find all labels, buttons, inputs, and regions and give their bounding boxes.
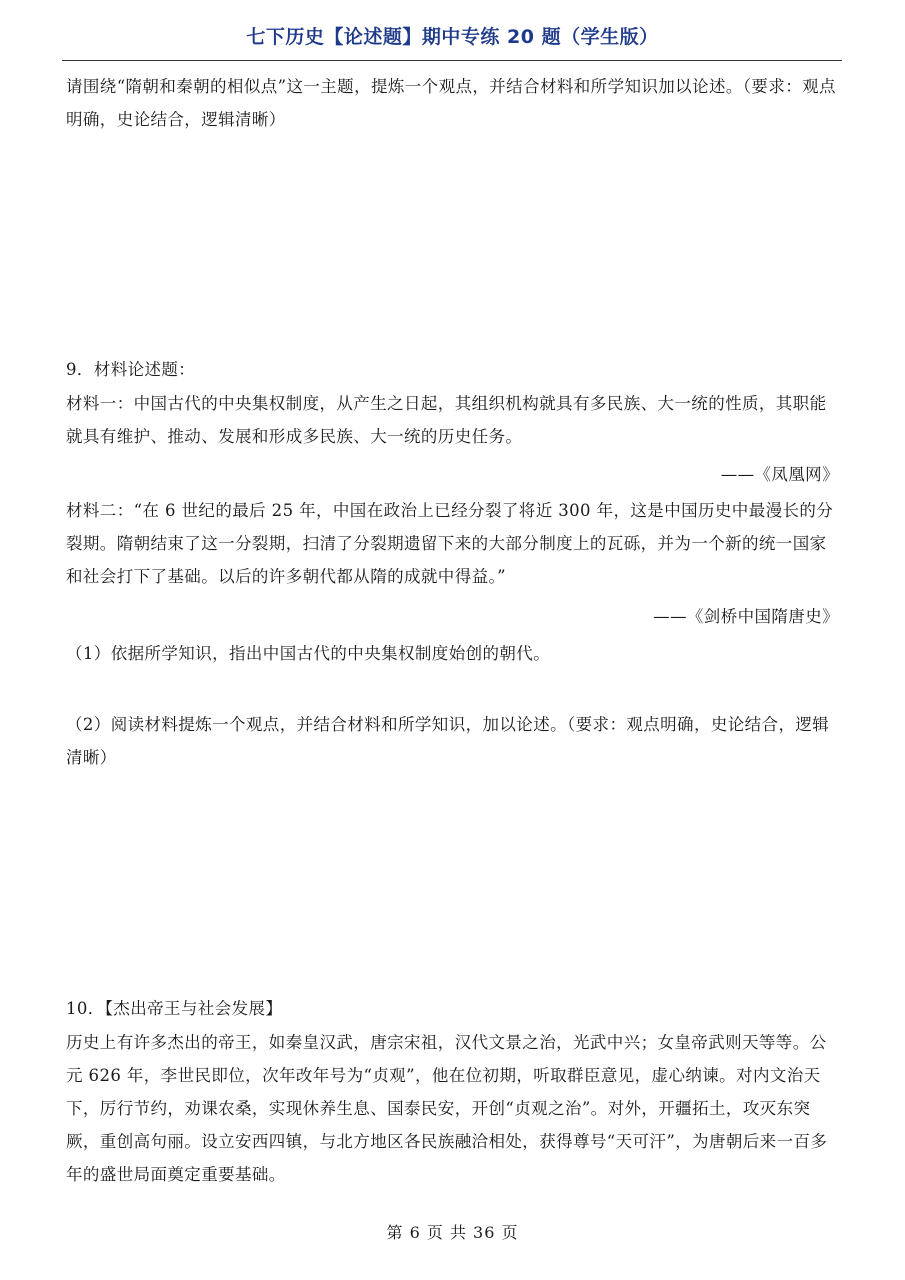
question-9-sub-1: （1）依据所学知识，指出中国古代的中央集权制度始创的朝代。 bbox=[66, 644, 551, 663]
question-8-prompt: 请围绕“隋朝和秦朝的相似点”这一主题，提炼一个观点，并结合材料和所学知识加以论述。（要求：观点明确，史论结合，逻辑清晰） bbox=[66, 77, 836, 129]
question-9-material-2: 材料二：“在 6 世纪的最后 25 年，中国在政治上已经分裂了将近 300 年，这是中国历史中最漫长的分裂期。隋朝结束了这一分裂期，扫清了分裂期遗留下来的大部分制度上的瓦砾，并为一个新的统一国家和社会打下了基础。以后的许多朝代都从隋的成就中得益。” bbox=[66, 501, 834, 586]
question-9-material-1: 材料一：中国古代的中央集权制度，从产生之日起，其组织机构就具有多民族、大一统的性质，其职能就具有维护、推动、发展和形成多民族、大一统的历史任务。 bbox=[66, 394, 827, 446]
question-10-heading: 10．【杰出帝王与社会发展】 bbox=[66, 999, 283, 1018]
page-number: 第 6 页 共 36 页 bbox=[386, 1223, 519, 1242]
question-9-heading: 9．材料论述题： bbox=[66, 360, 196, 379]
header-divider bbox=[62, 60, 842, 61]
question-9-sub-2: （2）阅读材料提炼一个观点，并结合材料和所学知识，加以论述。（要求：观点明确，史论结合，逻辑清晰） bbox=[66, 715, 830, 767]
page-header-title: 七下历史【论述题】期中专练 20 题（学生版） bbox=[246, 26, 659, 48]
question-9-source-2: ——《剑桥中国隋唐史》 bbox=[653, 607, 839, 626]
question-9-source-1: ——《凤凰网》 bbox=[720, 465, 839, 484]
question-10-body: 历史上有许多杰出的帝王，如秦皇汉武，唐宗宋祖，汉代文景之治，光武中兴；女皇帝武则天等等。公元 626 年，李世民即位，次年改年号为“贞观”，他在位初期，听取群臣意见，虚心纳谏。对内文治天下，厉行节约，劝课农桑，实现休养生息、国泰民安，开创“贞观之治”。对外，开疆拓土，攻灭东突厥，重创高句丽。设立安西四镇，与北方地区各民族融洽相处，获得尊号“天可汗”，为唐朝后来一百多年的盛世局面奠定重要基础。 bbox=[66, 1033, 828, 1184]
